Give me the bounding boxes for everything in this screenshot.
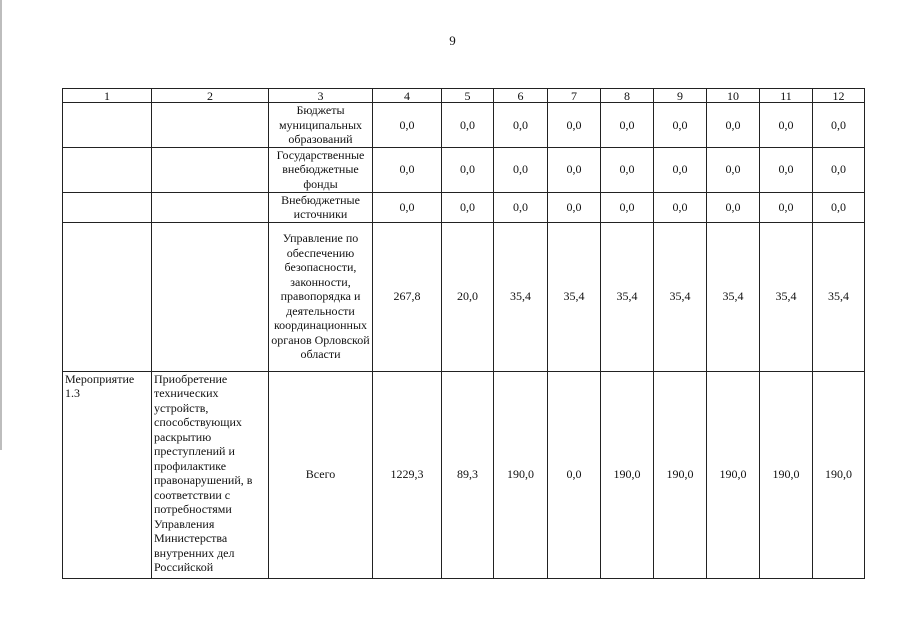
row-measure-cell: [63, 222, 152, 371]
value-cell: 0,0: [760, 147, 813, 192]
row-source-cell: Бюджеты муниципальных образований: [269, 103, 373, 148]
row-description-cell: [152, 192, 269, 222]
value-cell: 0,0: [813, 147, 865, 192]
table-row: [63, 222, 865, 371]
header-cell-5: 5: [442, 89, 494, 103]
value-cell: 0,0: [601, 147, 654, 192]
value-cell: 0,0: [373, 103, 442, 148]
value-cell: 35,4: [760, 222, 813, 371]
header-cell-8: 8: [601, 89, 654, 103]
table-row: [63, 371, 865, 578]
header-cell-4: 4: [373, 89, 442, 103]
header-cell-12: 12: [813, 89, 865, 103]
value-cell: 35,4: [548, 222, 601, 371]
value-cell: 35,4: [494, 222, 548, 371]
row-measure-cell: [63, 147, 152, 192]
value-cell: 0,0: [654, 147, 707, 192]
header-cell-3: 3: [269, 89, 373, 103]
header-cell-9: 9: [654, 89, 707, 103]
value-cell: 35,4: [813, 222, 865, 371]
value-cell: 190,0: [494, 371, 548, 578]
value-cell: 0,0: [654, 192, 707, 222]
table-row: [63, 147, 865, 192]
value-cell: 0,0: [654, 103, 707, 148]
row-source-cell: Государственные внебюджетные фонды: [269, 147, 373, 192]
scan-left-edge: [0, 0, 2, 450]
value-cell: 0,0: [548, 371, 601, 578]
value-cell: 35,4: [707, 222, 760, 371]
value-cell: 0,0: [760, 103, 813, 148]
value-cell: 0,0: [601, 103, 654, 148]
value-cell: 0,0: [494, 147, 548, 192]
value-cell: 35,4: [601, 222, 654, 371]
table-row: [63, 103, 865, 148]
value-cell: 0,0: [548, 192, 601, 222]
value-cell: 0,0: [760, 192, 813, 222]
header-cell-6: 6: [494, 89, 548, 103]
row-measure-cell: Мероприятие 1.3: [63, 371, 152, 578]
header-cell-1: 1: [63, 89, 152, 103]
row-description-cell: [152, 103, 269, 148]
value-cell: 0,0: [548, 147, 601, 192]
value-cell: 267,8: [373, 222, 442, 371]
value-cell: 0,0: [813, 192, 865, 222]
value-cell: 190,0: [654, 371, 707, 578]
value-cell: 89,3: [442, 371, 494, 578]
value-cell: 35,4: [654, 222, 707, 371]
header-cell-10: 10: [707, 89, 760, 103]
value-cell: 190,0: [601, 371, 654, 578]
value-cell: 0,0: [442, 147, 494, 192]
value-cell: 0,0: [813, 103, 865, 148]
value-cell: 0,0: [601, 192, 654, 222]
value-cell: 0,0: [707, 147, 760, 192]
row-description-cell: [152, 222, 269, 371]
value-cell: 0,0: [373, 192, 442, 222]
value-cell: 0,0: [707, 192, 760, 222]
value-cell: 20,0: [442, 222, 494, 371]
value-cell: 0,0: [548, 103, 601, 148]
row-source-cell: Внебюджетные источники: [269, 192, 373, 222]
row-source-cell: Управление по обеспечению безопасности, законности, правопорядка и деятельности координационных органов Орловской области: [269, 222, 373, 371]
header-cell-2: 2: [152, 89, 269, 103]
header-cell-7: 7: [548, 89, 601, 103]
row-description-cell: Приобретение технических устройств, способствующих раскрытию преступлений и профилактике правонарушений, в соответствии с потребностями Управления Министерства внутренних дел Российской: [152, 371, 269, 578]
row-description-cell: [152, 147, 269, 192]
table-header-row: [63, 89, 865, 103]
value-cell: 190,0: [707, 371, 760, 578]
header-cell-11: 11: [760, 89, 813, 103]
row-source-cell: Всего: [269, 371, 373, 578]
value-cell: 190,0: [760, 371, 813, 578]
value-cell: 190,0: [813, 371, 865, 578]
row-measure-cell: [63, 192, 152, 222]
value-cell: 0,0: [494, 192, 548, 222]
value-cell: 0,0: [707, 103, 760, 148]
table-row: [63, 192, 865, 222]
row-measure-cell: [63, 103, 152, 148]
value-cell: 0,0: [442, 103, 494, 148]
page-number: 9: [449, 33, 456, 48]
value-cell: 0,0: [494, 103, 548, 148]
value-cell: 0,0: [373, 147, 442, 192]
budget-table: [62, 88, 865, 579]
value-cell: 1229,3: [373, 371, 442, 578]
value-cell: 0,0: [442, 192, 494, 222]
